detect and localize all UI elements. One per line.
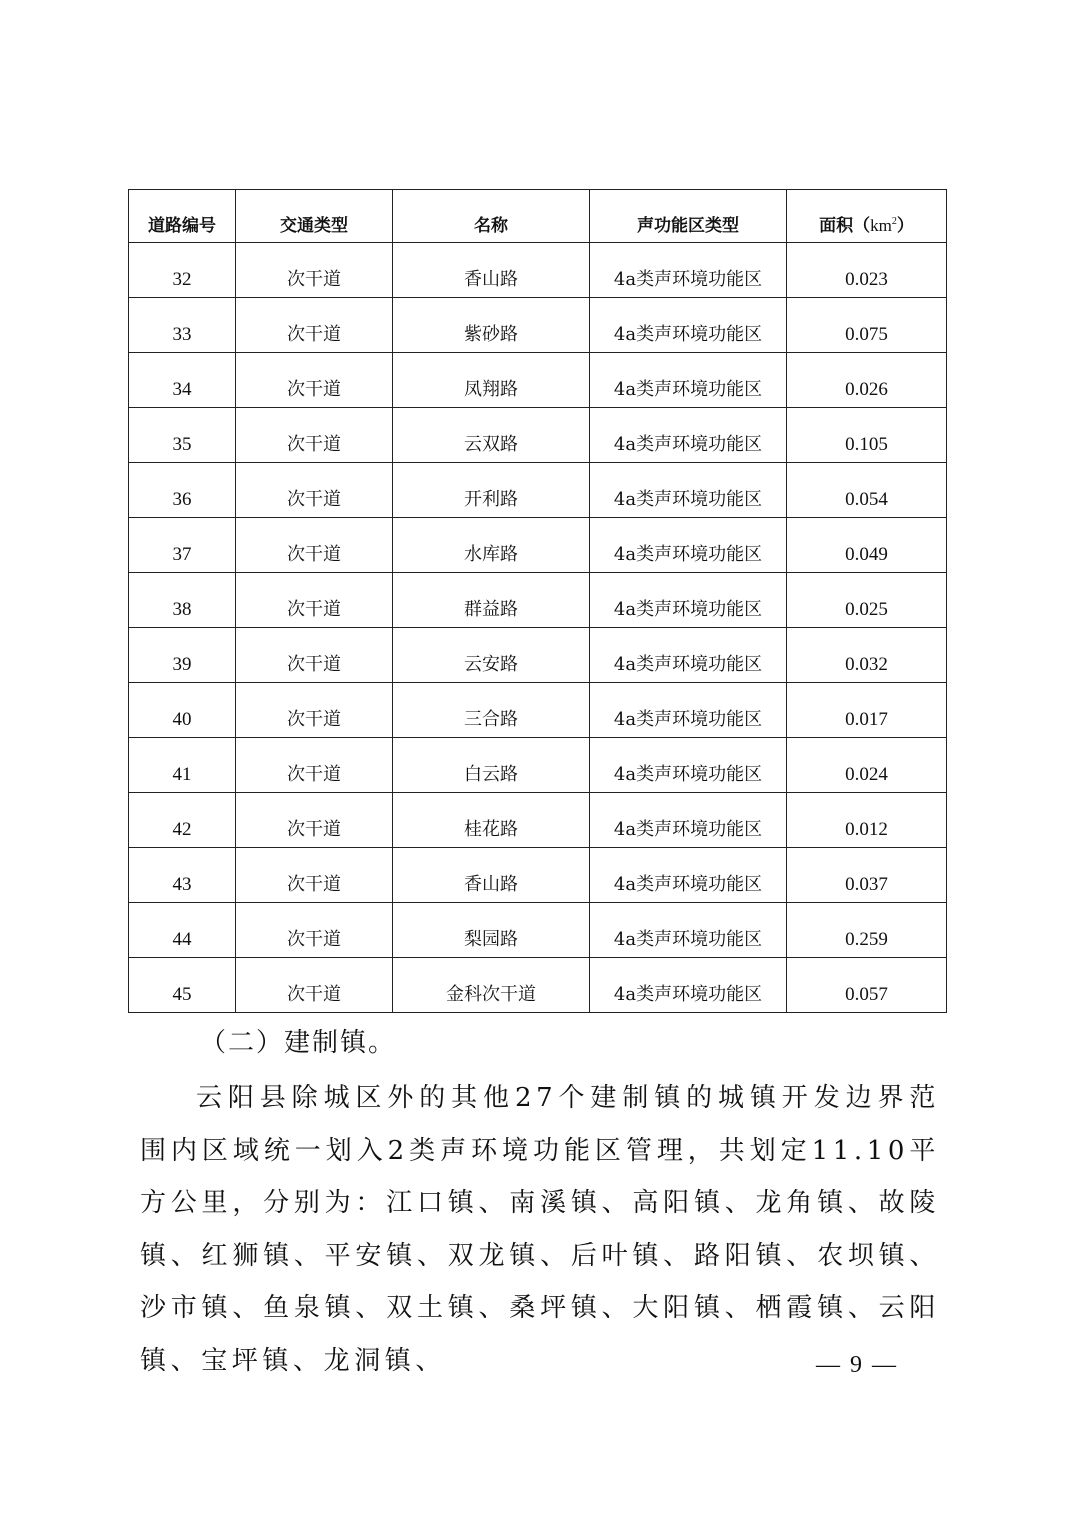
table-row <box>129 903 947 958</box>
table-row <box>129 738 947 793</box>
cell-area: 0.075 <box>787 298 947 353</box>
cell-area: 0.057 <box>787 958 947 1013</box>
cell-road-no: 36 <box>129 463 236 518</box>
cell-road-no: 43 <box>129 848 236 903</box>
cell-traffic-type: 次干道 <box>236 353 393 408</box>
cell-area: 0.025 <box>787 573 947 628</box>
cell-area: 0.105 <box>787 408 947 463</box>
cell-zone-type: 4a类声环境功能区 <box>590 903 787 958</box>
cell-zone-type: 4a类声环境功能区 <box>590 573 787 628</box>
section-heading: （二）建制镇。 <box>200 1028 397 1058</box>
cell-traffic-type: 次干道 <box>236 518 393 573</box>
cell-area: 0.012 <box>787 793 947 848</box>
road-noise-zone-table <box>128 189 947 1013</box>
cell-road-no: 42 <box>129 793 236 848</box>
cell-road-name: 凤翔路 <box>393 353 590 408</box>
cell-zone-type: 4a类声环境功能区 <box>590 683 787 738</box>
cell-road-no: 40 <box>129 683 236 738</box>
cell-traffic-type: 次干道 <box>236 958 393 1013</box>
cell-area: 0.026 <box>787 353 947 408</box>
cell-road-name: 开利路 <box>393 463 590 518</box>
cell-zone-type: 4a类声环境功能区 <box>590 738 787 793</box>
page-number: — 9 — <box>816 1352 898 1378</box>
cell-traffic-type: 次干道 <box>236 298 393 353</box>
cell-zone-type: 4a类声环境功能区 <box>590 463 787 518</box>
cell-traffic-type: 次干道 <box>236 463 393 518</box>
cell-road-no: 33 <box>129 298 236 353</box>
cell-traffic-type: 次干道 <box>236 408 393 463</box>
cell-area: 0.032 <box>787 628 947 683</box>
table-row <box>129 353 947 408</box>
table-row <box>129 298 947 353</box>
cell-zone-type: 4a类声环境功能区 <box>590 628 787 683</box>
cell-zone-type: 4a类声环境功能区 <box>590 848 787 903</box>
cell-traffic-type: 次干道 <box>236 738 393 793</box>
cell-road-no: 41 <box>129 738 236 793</box>
cell-area: 0.017 <box>787 683 947 738</box>
table-row <box>129 628 947 683</box>
cell-road-name: 紫砂路 <box>393 298 590 353</box>
table-row <box>129 518 947 573</box>
cell-zone-type: 4a类声环境功能区 <box>590 793 787 848</box>
area-unit: $km^2$ <box>870 216 897 235</box>
table-row <box>129 958 947 1013</box>
cell-road-no: 39 <box>129 628 236 683</box>
cell-zone-type: 4a类声环境功能区 <box>590 518 787 573</box>
cell-zone-type: 4a类声环境功能区 <box>590 958 787 1013</box>
cell-road-no: 32 <box>129 243 236 298</box>
cell-road-no: 34 <box>129 353 236 408</box>
header-zone-type: 声功能区类型 <box>590 190 787 243</box>
cell-road-no: 45 <box>129 958 236 1013</box>
cell-road-name: 梨园路 <box>393 903 590 958</box>
cell-road-name: 金科次干道 <box>393 958 590 1013</box>
cell-traffic-type: 次干道 <box>236 903 393 958</box>
cell-road-no: 35 <box>129 408 236 463</box>
header-road-no: 道路编号 <box>129 190 236 243</box>
body-paragraph: 云阳县除城区外的其他27个建制镇的城镇开发边界范围内区域统一划入2类声环境功能区管理，共划定11.10平方公里，分别为：江口镇、南溪镇、高阳镇、龙角镇、故陵镇、红狮镇、平安镇、双龙镇、后叶镇、路阳镇、农坝镇、沙市镇、鱼泉镇、双土镇、桑坪镇、大阳镇、栖霞镇、云阳镇、宝坪镇、龙洞镇、 <box>140 1083 940 1376</box>
table-body <box>129 243 947 1013</box>
cell-road-name: 桂花路 <box>393 793 590 848</box>
cell-area: 0.024 <box>787 738 947 793</box>
cell-area: 0.049 <box>787 518 947 573</box>
cell-area: 0.054 <box>787 463 947 518</box>
cell-zone-type: 4a类声环境功能区 <box>590 298 787 353</box>
cell-road-name: 香山路 <box>393 243 590 298</box>
cell-area: 0.023 <box>787 243 947 298</box>
cell-traffic-type: 次干道 <box>236 683 393 738</box>
cell-road-name: 水库路 <box>393 518 590 573</box>
table-row <box>129 463 947 518</box>
cell-zone-type: 4a类声环境功能区 <box>590 408 787 463</box>
header-traffic-type: 交通类型 <box>236 190 393 243</box>
cell-area: 0.037 <box>787 848 947 903</box>
table-row <box>129 848 947 903</box>
cell-road-name: 三合路 <box>393 683 590 738</box>
table-row <box>129 243 947 298</box>
table-header-row <box>129 190 947 243</box>
cell-traffic-type: 次干道 <box>236 243 393 298</box>
table-row <box>129 573 947 628</box>
table-row <box>129 408 947 463</box>
cell-zone-type: 4a类声环境功能区 <box>590 353 787 408</box>
cell-road-no: 38 <box>129 573 236 628</box>
header-area: 面积$(km^2)$ <box>787 190 947 243</box>
table-row <box>129 683 947 738</box>
cell-traffic-type: 次干道 <box>236 848 393 903</box>
header-name: 名称 <box>393 190 590 243</box>
table-row <box>129 793 947 848</box>
cell-road-name: 香山路 <box>393 848 590 903</box>
cell-road-name: 白云路 <box>393 738 590 793</box>
cell-road-no: 44 <box>129 903 236 958</box>
cell-road-name: 群益路 <box>393 573 590 628</box>
cell-traffic-type: 次干道 <box>236 573 393 628</box>
cell-traffic-type: 次干道 <box>236 793 393 848</box>
cell-road-name: 云安路 <box>393 628 590 683</box>
cell-traffic-type: 次干道 <box>236 628 393 683</box>
cell-zone-type: 4a类声环境功能区 <box>590 243 787 298</box>
cell-road-no: 37 <box>129 518 236 573</box>
cell-area: 0.259 <box>787 903 947 958</box>
cell-road-name: 云双路 <box>393 408 590 463</box>
